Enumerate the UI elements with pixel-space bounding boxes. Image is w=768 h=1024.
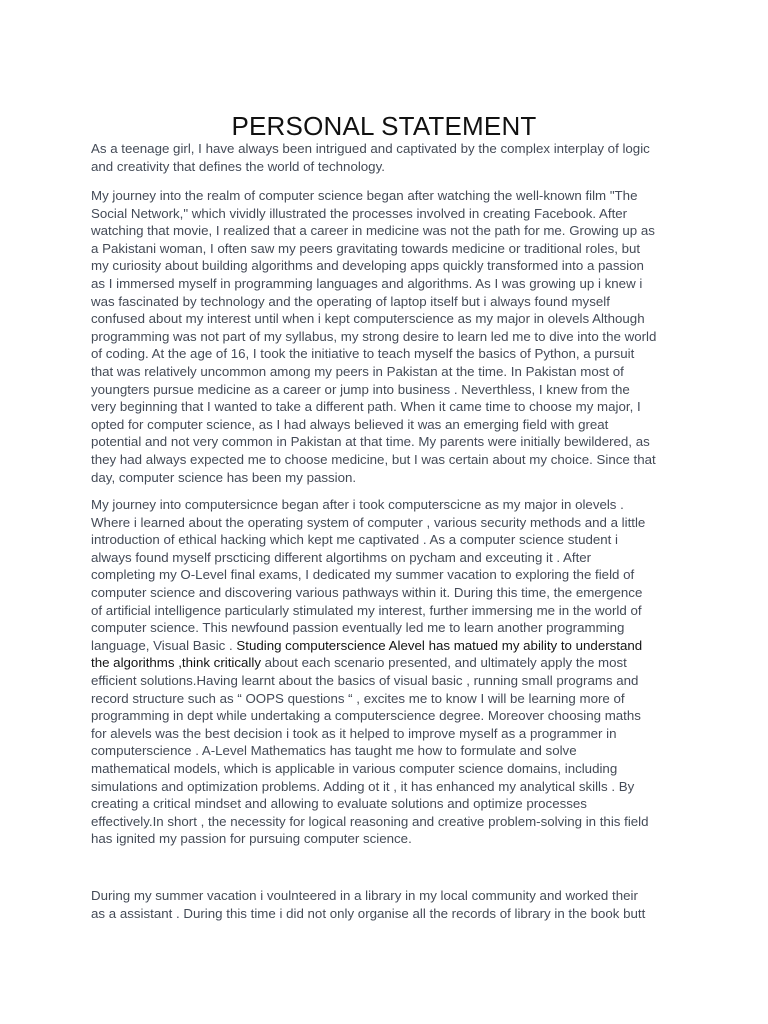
text-line: creating a critical mindset and allowing to evaluate solutions and optimize processes [91, 796, 587, 812]
text-line: completing my O-Level final exams, I dedicated my summer vacation to exploring the field of [91, 567, 635, 583]
text-line: watching that movie, I realized that a career in medicine was not the path for me. Growing up as [91, 223, 655, 239]
text-run: about each scenario presented, and ultimately apply the most [260, 655, 627, 671]
text-line: youngters pursue medicine as a career or jump into business . Neverthless, I knew from the [91, 381, 630, 397]
text-line: always found myself prscticing different algortihms on pycham and exceuting it . After [91, 549, 592, 565]
text-line: very beginning that I wanted to take a different path. When it came time to choose my major, I [91, 399, 641, 415]
text-line: Social Network," which vividly illustrated the processes involved in creating Facebook. After [91, 205, 628, 221]
text-line: day, computer science has been my passion. [91, 469, 357, 485]
text-line: has ignited my passion for pursuing computer science. [91, 831, 412, 847]
text-line: My journey into computersicnce began after i took computerscicne as my major in olevels . [91, 497, 624, 512]
text-line: and creativity that defines the world of technology. [91, 158, 385, 174]
text-line: my curiosity about building algorithms and developing apps quickly transformed into a passion [91, 258, 644, 274]
page-title: PERSONAL STATEMENT [231, 111, 537, 142]
text-line: as a assistant . During this time i did not only organise all the records of library in the book butt [91, 905, 646, 921]
text-line: of artificial intelligence particularly stimulated my interest, further immersing me in the world of [91, 602, 642, 618]
text-line: as I immersed myself in programming languages and algorithms. As I was growing up i knew i [91, 275, 643, 291]
text-line [91, 637, 681, 655]
text-line: they had always expected me to choose medicine, but I was certain about my choice. Since that [91, 451, 656, 467]
text-line: opted for computer science, as I had always believed it was an emerging field with great [91, 416, 609, 432]
text-line: My journey into the realm of computer science began after watching the well-known film "The [91, 188, 638, 203]
text-line [91, 654, 681, 672]
text-line: simulations and optimization problems. Adding ot it , it has enhanced my analytical skills . By [91, 778, 635, 794]
text-line: During my summer vacation i voulnteered in a library in my local community and worked their [91, 888, 638, 903]
text-line: computer science and discovering various pathways within it. During this time, the emergence [91, 584, 643, 600]
paragraph-computer-science [91, 496, 681, 848]
text-line: for alevels was the best decision i took as it helped to improve myself as a programmer in [91, 725, 617, 741]
text-line: a Pakistani woman, I often saw my peers gravitating towards medicine or traditional roles, but [91, 240, 641, 256]
text-line: was fascinated by technology and the operating of laptop itself but i always found myself [91, 293, 610, 309]
text-line: computer science. This newfound passion eventually led me to learn another programming [91, 620, 625, 636]
text-line: As a teenage girl, I have always been intrigued and captivated by the complex interplay of logic [91, 141, 650, 156]
text-line: potential and not very common in Pakistan at that time. My parents were initially bewildered, as [91, 434, 650, 450]
text-line: introduction of ethical hacking which kept me captivated . As a computer science student i [91, 532, 618, 548]
paragraph-volunteer [91, 887, 681, 922]
text-line: programming in dept while undertaking a computerscience degree. Moreover choosing maths [91, 708, 641, 724]
paragraph-intro [91, 140, 681, 175]
text-line: that was relatively uncommon among my peers in Pakistan at the time. In Pakistan most of [91, 363, 624, 379]
paragraph-journey [91, 187, 681, 486]
text-line: programming was not part of my syllabus, my strong desire to learn led me to dive into the world [91, 328, 657, 344]
text-line: computerscience . A-Level Mathematics has taught me how to formulate and solve [91, 743, 577, 759]
text-line: record structure such as “ OOPS questions “ , excites me to know I will be learning more of [91, 690, 625, 706]
text-run-dark: the algorithms ,think critically [91, 655, 261, 671]
text-run-dark: Studing computerscience Alevel has matued my ability to understand [236, 637, 643, 653]
text-line: confused about my interest until when i kept computerscience as my major in olevels Although [91, 311, 645, 327]
text-line: Where i learned about the operating system of computer , various security methods and a little [91, 514, 646, 530]
text-line: effectively.In short , the necessity for logical reasoning and creative problem-solving in this field [91, 813, 649, 829]
text-run: language, Visual Basic . [91, 637, 237, 653]
text-line: mathematical models, which is applicable in various computer science domains, including [91, 760, 618, 776]
text-line: of coding. At the age of 16, I took the initiative to teach myself the basics of Python, a pursuit [91, 346, 635, 362]
text-line: efficient solutions.Having learnt about the basics of visual basic , running small programs and [91, 672, 639, 688]
